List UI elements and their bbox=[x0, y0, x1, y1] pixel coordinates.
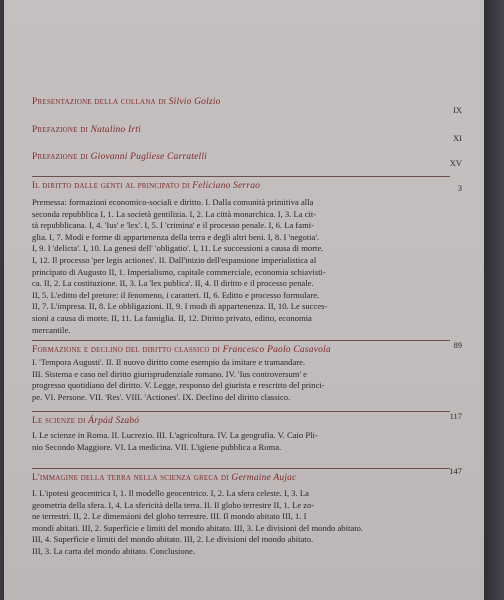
section-divider bbox=[32, 411, 450, 412]
contents-line: mondi abitati. III, 2. Superficie e limiti del mondo abitato. III, 3. Le divisioni del mondo abitato. bbox=[32, 522, 364, 533]
section-divider bbox=[32, 340, 450, 341]
page-number: 117 bbox=[449, 411, 462, 421]
contents-line: mercantile. bbox=[32, 324, 71, 335]
contents-line: Premessa: formazioni economico-sociali e diritto. I. Dalla comunità primitiva alla bbox=[32, 197, 314, 207]
chapter-heading bbox=[32, 473, 432, 483]
contents-line: ne terrestri. II, 2. Le dimensioni del globo terrestre. III. Il mondo abitato III, 1. I bbox=[32, 511, 307, 522]
contents-line: III, 3. La carta del mondo abitato. Conclusione. bbox=[32, 545, 195, 556]
toc-front-entry bbox=[32, 125, 432, 135]
chapter-contents bbox=[32, 430, 462, 453]
contents-line: II, 7. L'impresa. II, 8. Le obbligazioni. II, 9. I modi di appartenenza. II, 10. Le succes- bbox=[32, 301, 328, 312]
section-divider bbox=[32, 468, 450, 469]
entry-title: Prefazione di bbox=[32, 125, 89, 135]
chapter-heading bbox=[32, 345, 432, 355]
chapter-title: Formazione e declino del diritto classico di bbox=[32, 345, 221, 355]
contents-line: pe. VI. Persone. VII. 'Res'. VIII. 'Actiones'. IX. Declino del diritto classico. bbox=[32, 391, 291, 402]
chapter-heading bbox=[32, 416, 432, 426]
contents-line: glia. I, 7. Modi e forme di appartenenza della terra e degli altri beni. I, 8. I 'negotia'. bbox=[32, 231, 320, 242]
chapter-title: Il diritto dalle genti al principato di bbox=[32, 181, 190, 191]
contents-line: I. Le scienze in Roma. II. Lucrezio. III. L'agricoltura. IV. La geografia. V. Caio Pli- bbox=[32, 430, 318, 440]
contents-line: tà repubblicana. I, 4. 'Ius' e 'lex'. I, 5. I 'crimina' e il processo penale. I, 6. La fami- bbox=[32, 220, 315, 231]
contents-line: II, 5. L'editto del pretore: il fenomeno, i caratteri. II, 6. Editto e processo formulare. bbox=[32, 289, 320, 300]
entry-author: Giovanni Pugliese Carratelli bbox=[90, 152, 208, 162]
chapter-title: Le scienze di bbox=[32, 416, 86, 426]
page-number: XV bbox=[449, 158, 462, 168]
chapter-title: L'immagine della terra nella scienza greca di bbox=[32, 473, 229, 483]
chapter-author: Árpád Szabó bbox=[88, 416, 140, 426]
section-divider bbox=[32, 176, 450, 177]
toc-front-entry bbox=[32, 97, 432, 107]
book-spine-shadow bbox=[484, 0, 504, 600]
toc-front-entry bbox=[32, 152, 432, 162]
page-number: 147 bbox=[449, 466, 462, 476]
entry-title: Prefazione di bbox=[32, 152, 89, 162]
contents-line: I. 'Tempora Augusti'. II. Il nuovo diritto come esempio da imitare e tramandare. bbox=[32, 357, 306, 367]
page-number: IX bbox=[453, 105, 462, 115]
contents-line: I, 12. Il processo 'per legis actiones'. II. Dall'inizio dell'espansione imperialistica al bbox=[32, 254, 317, 265]
book-page bbox=[4, 0, 484, 600]
contents-line: nio Secondo Maggiore. VI. La medicina. VII. L'igiene pubblica a Roma. bbox=[32, 441, 282, 452]
chapter-author: Feliciano Serrao bbox=[192, 181, 261, 191]
chapter-contents bbox=[32, 197, 462, 336]
page-number: 3 bbox=[457, 183, 462, 193]
chapter-contents bbox=[32, 357, 462, 403]
contents-line: seconda repubblica I, 1. La società gentilizia. I, 2. La città monarchica. I, 3. La cit- bbox=[32, 208, 317, 219]
contents-line: progresso quotidiano del diritto. V. Legge, responso del giurista e rescritto del princi- bbox=[32, 380, 325, 391]
page-number: XI bbox=[453, 133, 462, 143]
contents-line: III, 4. Superficie e limiti del mondo abitato. III, 2. Le divisioni del mondo abitato. bbox=[32, 534, 314, 545]
chapter-heading bbox=[32, 181, 432, 191]
contents-line: principato di Augusto II, 1. Imperialismo, capitale commerciale, economia schiavisti- bbox=[32, 266, 326, 277]
entry-author: Natalino Irti bbox=[90, 125, 141, 135]
contents-line: geometria della sfera. I, 4. La sfericità della terra. II. Il globo terrestre II, 1. Le zo- bbox=[32, 499, 315, 510]
page-number: 89 bbox=[453, 340, 462, 350]
contents-line: I, 9. I 'delicta'. I, 10. La genesi dell' 'obligatio'. I, 11. Le successioni a causa di morte. bbox=[32, 243, 324, 254]
contents-line: sioni a causa di morte. II, 11. La famiglia. II, 12. Diritto privato, editto, economia bbox=[32, 312, 312, 323]
chapter-contents bbox=[32, 488, 462, 558]
chapter-author: Germaine Aujac bbox=[231, 473, 297, 483]
contents-line: ca. II, 2. La costituzione. II, 3. La 'lex publica'. II, 4. Il diritto e il processo penale. bbox=[32, 278, 314, 289]
contents-line: I. L'ipotesi geocentrica I, 1. Il modello geocentrico. I, 2. La sfera celeste. I, 3. La bbox=[32, 488, 309, 498]
entry-author: Silvio Golzio bbox=[168, 97, 221, 107]
contents-line: III. Sistema e caso nel diritto giurisprudenziale romano. IV. 'Ius controversum' e bbox=[32, 368, 307, 379]
entry-title: Presentazione della collana di bbox=[32, 97, 167, 107]
chapter-author: Francesco Paolo Casavola bbox=[222, 345, 331, 355]
